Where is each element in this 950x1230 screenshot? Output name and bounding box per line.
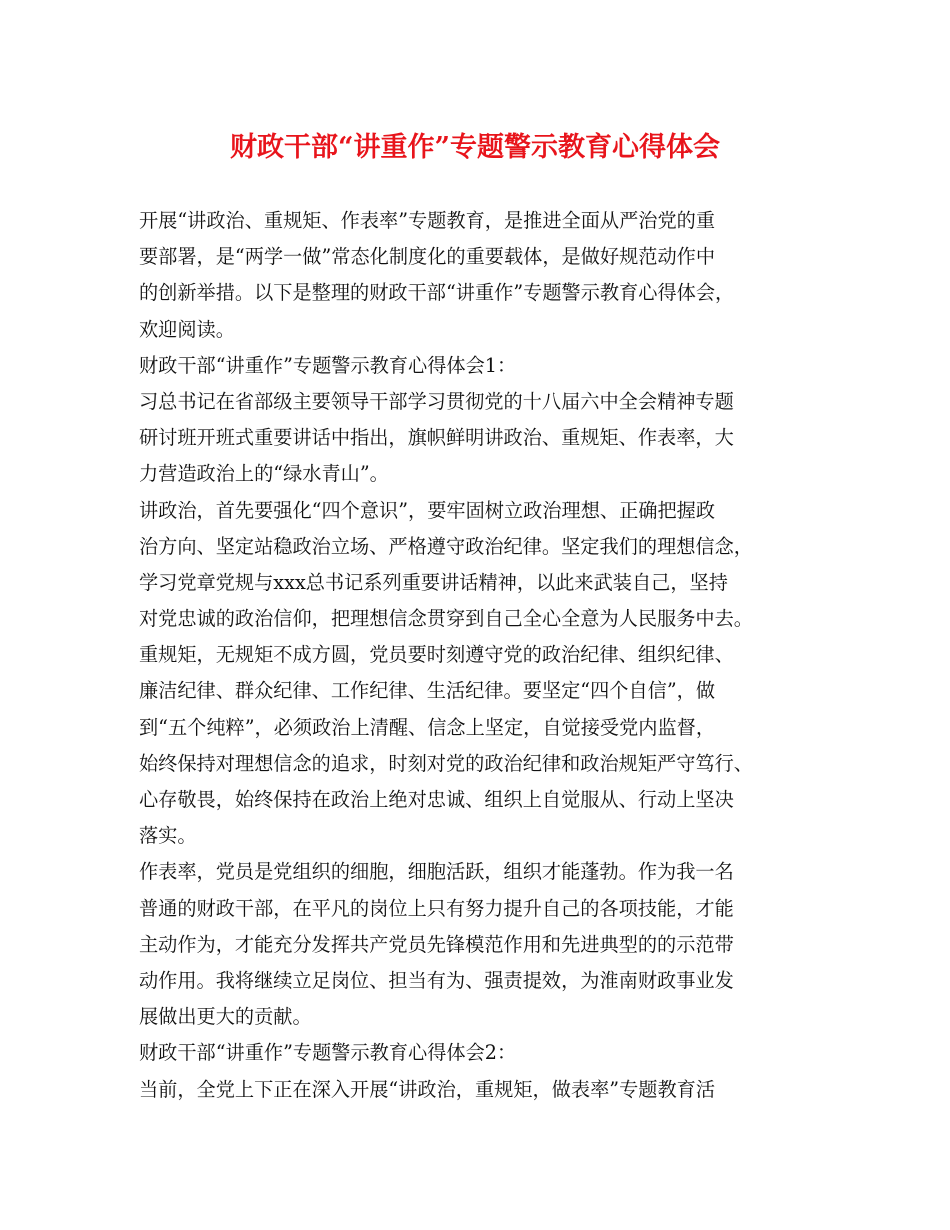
text-line: 动作用。我将继续立足岗位、担当有为、强责提效，为淮南财政事业发 [139,968,734,992]
text-line: 学习党章党规与xxx总书记系列重要讲话精神，以此来武装自己，坚持 [139,570,728,594]
text-line: 欢迎阅读。 [139,317,235,341]
section-heading-2: 财政干部“讲重作”专题警示教育心得体会2： [139,1041,517,1065]
text-line: 廉洁纪律、群众纪律、工作纪律、生活纪律。要坚定“四个自信”，做 [139,679,716,703]
text-line: 普通的财政干部，在平凡的岗位上只有努力提升自己的各项技能，才能 [139,896,734,920]
text-line: 展做出更大的贡献。 [139,1005,312,1029]
text-line: 当前，全党上下正在深入开展“讲政治，重规矩，做表率”专题教育活 [139,1077,716,1101]
text-line: 到“五个纯粹”，必须政治上清醒、信念上坚定，自觉接受党内监督， [139,715,716,739]
text-line: 重规矩，无规矩不成方圆，党员要时刻遵守党的政治纪律、组织纪律、 [139,643,734,667]
text-line: 习总书记在省部级主要领导干部学习贯彻党的十八届六中全会精神专题 [139,389,734,413]
text-line: 心存敬畏，始终保持在政治上绝对忠诚、组织上自觉服从、行动上坚决 [139,788,734,811]
section-heading-1: 财政干部“讲重作”专题警示教育心得体会1： [139,353,517,377]
text-line: 主动作为，才能充分发挥共产党员先锋模范作用和先进典型的的示范带 [139,932,734,956]
text-line: 研讨班开班式重要讲话中指出，旗帜鲜明讲政治、重规矩、作表率，大 [139,426,734,450]
text-line: 落实。 [139,824,197,848]
document-title: 财政干部“讲重作”专题警示教育心得体会 [229,132,721,163]
text-line: 对党忠诚的政治信仰，把理想信念贯穿到自己全心全意为人民服务中去。 [139,607,753,631]
text-line: 作表率，党员是党组织的细胞，细胞活跃，组织才能蓬勃。作为我一名 [139,860,734,884]
text-line: 的创新举措。以下是整理的财政干部“讲重作”专题警示教育心得体会， [139,281,735,305]
text-line: 要部署，是“两学一做”常态化制度化的重要载体，是做好规范动作中 [139,245,716,269]
text-line: 开展“讲政治、重规矩、作表率”专题教育，是推进全面从严治党的重 [139,209,716,232]
text-line: 讲政治，首先要强化“四个意识”，要牢固树立政治理想、正确把握政 [139,498,716,522]
document-body [139,203,819,1108]
text-line: 始终保持对理想信念的追求，时刻对党的政治纪律和政治规矩严守笃行、 [139,751,753,775]
text-line: 治方向、坚定站稳政治立场、严格遵守政治纪律。坚定我们的理想信念， [139,534,753,558]
text-line: 力营造政治上的“绿水青山”。 [139,462,389,486]
